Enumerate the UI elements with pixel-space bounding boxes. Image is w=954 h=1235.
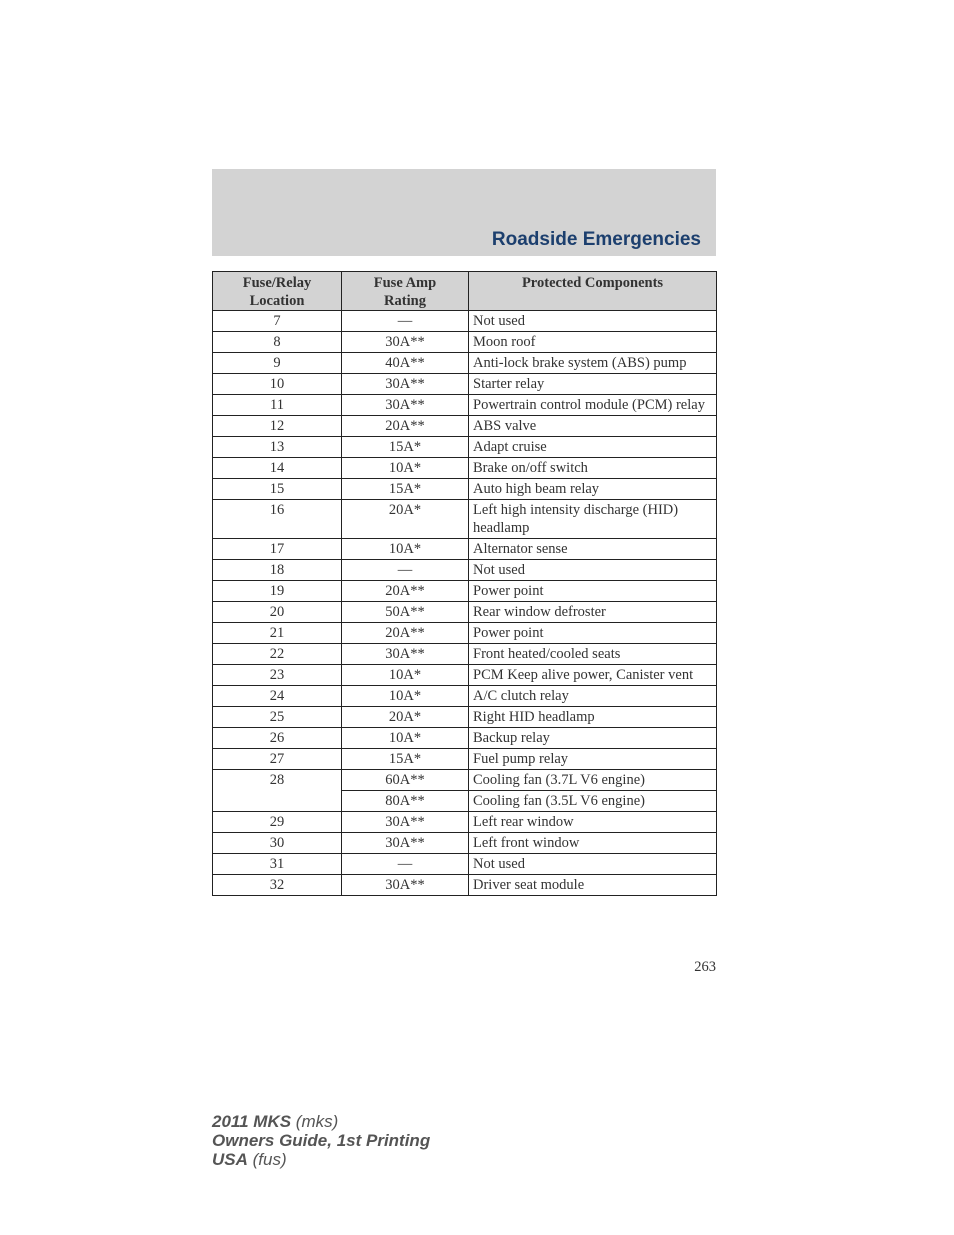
cell-component: Driver seat module	[469, 875, 717, 896]
column-header-location-line2: Location	[249, 293, 305, 309]
cell-component: Anti-lock brake system (ABS) pump	[469, 353, 717, 374]
table-row	[213, 707, 717, 728]
cell-rating: 30A**	[342, 644, 469, 665]
cell-rating: 10A*	[342, 458, 469, 479]
table-row	[213, 539, 717, 560]
footer-line-1	[212, 1112, 430, 1131]
cell-rating: 20A*	[342, 500, 469, 539]
table-row	[213, 332, 717, 353]
table-row	[213, 770, 717, 791]
cell-rating: —	[342, 854, 469, 875]
table-row	[213, 500, 717, 539]
cell-location: 19	[213, 581, 342, 602]
cell-component: Cooling fan (3.5L V6 engine)	[469, 791, 717, 812]
cell-location: 17	[213, 539, 342, 560]
cell-location: 25	[213, 707, 342, 728]
table-row	[213, 623, 717, 644]
column-header-location	[213, 272, 342, 311]
cell-location: 20	[213, 602, 342, 623]
cell-component: A/C clutch relay	[469, 686, 717, 707]
table-row	[213, 416, 717, 437]
cell-rating: 20A**	[342, 581, 469, 602]
cell-location: 22	[213, 644, 342, 665]
footer-model-code: (mks)	[295, 1112, 339, 1131]
cell-component: Left front window	[469, 833, 717, 854]
cell-component: Starter relay	[469, 374, 717, 395]
footer-line-3	[212, 1150, 430, 1169]
footer-line-2	[212, 1131, 430, 1150]
cell-component: Right HID headlamp	[469, 707, 717, 728]
cell-component: Backup relay	[469, 728, 717, 749]
cell-component: Fuel pump relay	[469, 749, 717, 770]
cell-rating: 10A*	[342, 686, 469, 707]
table-row	[213, 458, 717, 479]
cell-location: 12	[213, 416, 342, 437]
footer-market: USA	[212, 1150, 248, 1169]
footer-edition: Owners Guide, 1st Printing	[212, 1131, 431, 1150]
cell-location: 32	[213, 875, 342, 896]
table-row	[213, 749, 717, 770]
cell-component: Rear window defroster	[469, 602, 717, 623]
table-row	[213, 437, 717, 458]
cell-location: 31	[213, 854, 342, 875]
cell-location: 28	[213, 770, 342, 812]
table-row	[213, 602, 717, 623]
table-row	[213, 728, 717, 749]
cell-rating: 30A**	[342, 332, 469, 353]
cell-location: 30	[213, 833, 342, 854]
cell-component: PCM Keep alive power, Canister vent	[469, 665, 717, 686]
fuse-table	[212, 271, 717, 896]
cell-component: Not used	[469, 311, 717, 332]
table-row	[213, 854, 717, 875]
cell-rating: 10A*	[342, 665, 469, 686]
column-header-components	[469, 272, 717, 311]
cell-rating: 50A**	[342, 602, 469, 623]
footer-model: 2011 MKS	[212, 1112, 292, 1131]
cell-rating: —	[342, 560, 469, 581]
cell-location: 15	[213, 479, 342, 500]
cell-rating: 30A**	[342, 395, 469, 416]
cell-rating: 30A**	[342, 374, 469, 395]
cell-location: 9	[213, 353, 342, 374]
column-header-components-line1: Protected Components	[521, 275, 664, 291]
cell-component: Front heated/cooled seats	[469, 644, 717, 665]
table-row	[213, 353, 717, 374]
cell-component: ABS valve	[469, 416, 717, 437]
column-header-rating-line1: Fuse Amp	[373, 275, 437, 291]
cell-component: Left high intensity discharge (HID) headlamp	[469, 500, 717, 539]
cell-rating: —	[342, 311, 469, 332]
column-header-rating	[342, 272, 469, 311]
cell-location: 10	[213, 374, 342, 395]
page-number: 263	[694, 959, 716, 975]
table-row	[213, 833, 717, 854]
table-row	[213, 644, 717, 665]
cell-location: 13	[213, 437, 342, 458]
cell-component: Not used	[469, 854, 717, 875]
cell-location: 23	[213, 665, 342, 686]
cell-location: 7	[213, 311, 342, 332]
cell-component: Power point	[469, 623, 717, 644]
footer-market-code: (fus)	[252, 1150, 287, 1169]
cell-location: 26	[213, 728, 342, 749]
table-row	[213, 479, 717, 500]
table-row	[213, 311, 717, 332]
cell-rating: 80A**	[342, 791, 469, 812]
cell-component: Cooling fan (3.7L V6 engine)	[469, 770, 717, 791]
table-row	[213, 686, 717, 707]
cell-component: Power point	[469, 581, 717, 602]
fuse-table-body	[213, 311, 717, 896]
cell-location: 14	[213, 458, 342, 479]
cell-location: 21	[213, 623, 342, 644]
cell-component: Auto high beam relay	[469, 479, 717, 500]
cell-location: 27	[213, 749, 342, 770]
column-header-rating-line2: Rating	[384, 293, 426, 309]
cell-rating: 20A*	[342, 707, 469, 728]
cell-rating: 15A*	[342, 749, 469, 770]
table-row	[213, 581, 717, 602]
cell-location: 11	[213, 395, 342, 416]
section-title: Roadside Emergencies	[491, 229, 701, 250]
cell-component: Not used	[469, 560, 717, 581]
cell-rating: 40A**	[342, 353, 469, 374]
table-row	[213, 665, 717, 686]
cell-rating: 60A**	[342, 770, 469, 791]
cell-rating: 10A*	[342, 539, 469, 560]
cell-rating: 20A**	[342, 623, 469, 644]
footer-imprint	[212, 1112, 430, 1169]
cell-rating: 30A**	[342, 812, 469, 833]
cell-rating: 30A**	[342, 875, 469, 896]
cell-rating: 15A*	[342, 437, 469, 458]
cell-location: 29	[213, 812, 342, 833]
column-header-location-line1: Fuse/Relay	[242, 275, 312, 291]
cell-rating: 10A*	[342, 728, 469, 749]
table-row	[213, 875, 717, 896]
cell-component: Left rear window	[469, 812, 717, 833]
cell-component: Moon roof	[469, 332, 717, 353]
cell-location: 16	[213, 500, 342, 539]
cell-component: Brake on/off switch	[469, 458, 717, 479]
table-row	[213, 374, 717, 395]
table-row	[213, 560, 717, 581]
cell-location: 8	[213, 332, 342, 353]
cell-component: Alternator sense	[469, 539, 717, 560]
cell-rating: 20A**	[342, 416, 469, 437]
cell-location: 18	[213, 560, 342, 581]
cell-rating: 30A**	[342, 833, 469, 854]
cell-component: Powertrain control module (PCM) relay	[469, 395, 717, 416]
cell-location: 24	[213, 686, 342, 707]
table-row	[213, 812, 717, 833]
cell-component: Adapt cruise	[469, 437, 717, 458]
table-row	[213, 395, 717, 416]
cell-rating: 15A*	[342, 479, 469, 500]
table-header-row	[213, 272, 717, 311]
section-header-band	[212, 169, 716, 256]
